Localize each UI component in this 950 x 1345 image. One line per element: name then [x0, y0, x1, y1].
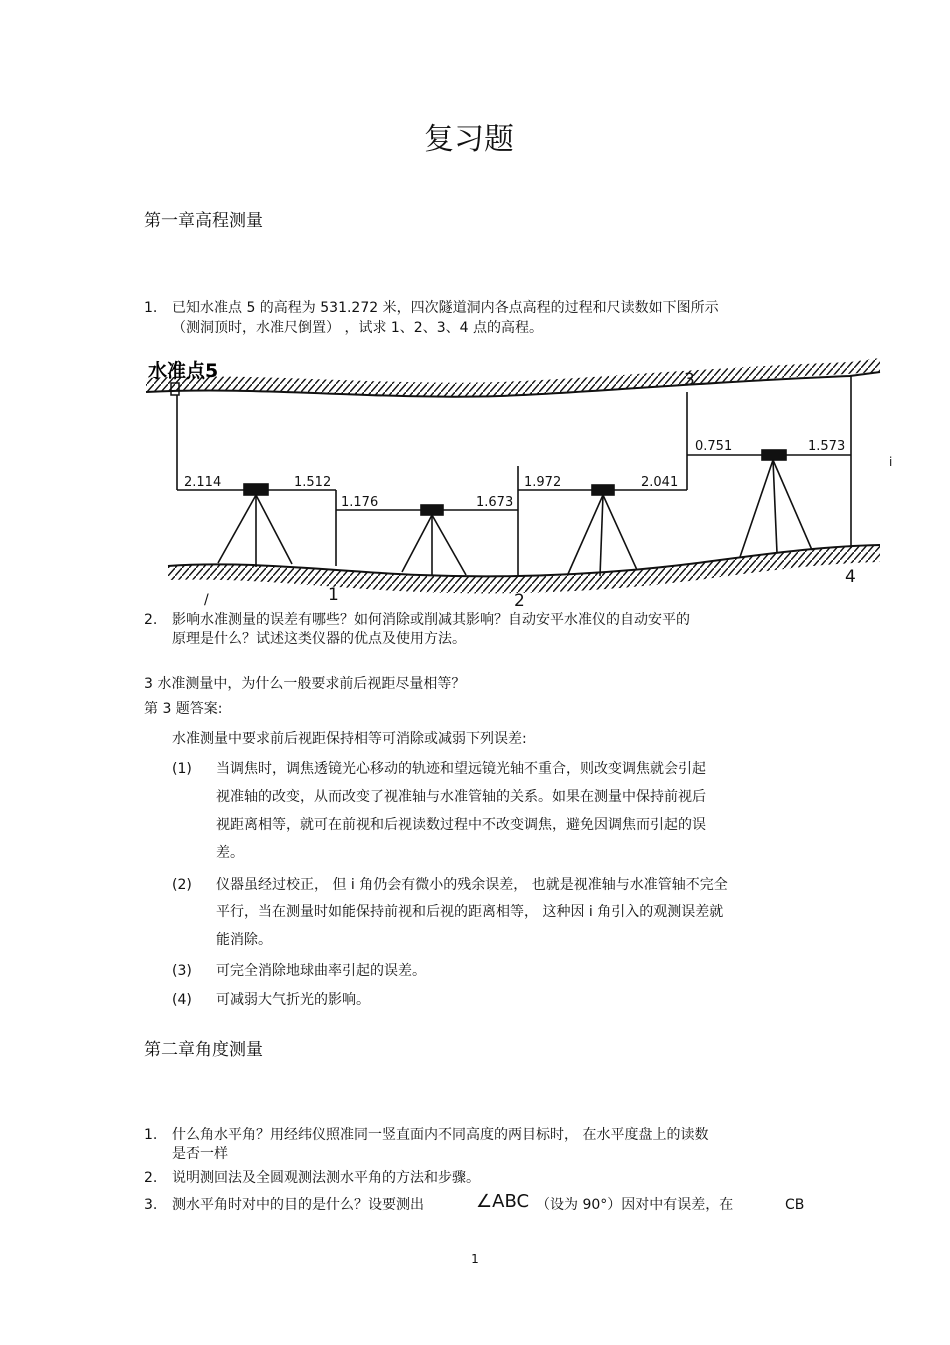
- answer-item-4-line: 可减弱大气折光的影响。: [216, 992, 370, 1008]
- reading-2114: 2.114: [184, 475, 222, 490]
- benchmark-label: 水准点5: [148, 360, 219, 382]
- answer-item-2-line: 平行，当在测量时如能保持前视和后视的距离相等， 这种因 i 角引入的观测误差就: [216, 904, 724, 920]
- page-title: 复习题: [424, 122, 514, 157]
- ch2-q3-angle: ∠ABC: [476, 1191, 530, 1212]
- answer-item-1-line: 视距离相等，就可在前视和后视读数过程中不改变调焦，避免因调焦而引起的误: [216, 817, 706, 833]
- ch2-q3-text-b: （设为 90°）因对中有误差，在: [536, 1197, 734, 1213]
- answer-item-1-line: 视准轴的改变，从而改变了视准轴与水准管轴的关系。如果在测量中保持前视后: [216, 789, 706, 805]
- reading-1573: 1.573: [808, 439, 846, 454]
- chapter2-heading: 第二章角度测量: [144, 1040, 263, 1060]
- q2-line2: 原理是什么？试述这类仪器的优点及使用方法。: [172, 631, 466, 647]
- answer-item-1-line: 当调焦时，调焦透镜光心移动的轨迹和望远镜光轴不重合，则改变调焦就会引起: [216, 761, 706, 777]
- stray-mark-i: i: [889, 455, 893, 469]
- reading-1176: 1.176: [341, 495, 379, 510]
- answer-item-3-line: 可完全消除地球曲率引起的误差。: [216, 963, 426, 979]
- ch2-q1-line1: 什么角水平角？用经纬仪照准同一竖直面内不同高度的两目标时， 在水平度盘上的读数: [172, 1127, 709, 1143]
- ch2-q3-tail: CB: [785, 1197, 805, 1213]
- answer-item-2-line: 能消除。: [216, 932, 272, 948]
- chapter1-heading: 第一章高程测量: [144, 211, 263, 231]
- reading-0751: 0.751: [695, 439, 733, 454]
- point-1-label: 1: [328, 585, 339, 605]
- ch2-q3-text-a: 测水平角时对中的目的是什么？设要测出: [172, 1197, 424, 1213]
- q1-number: 1.: [144, 300, 158, 316]
- ch2-q1-line2: 是否一样: [172, 1146, 228, 1162]
- answer-item-1-line: 差。: [216, 845, 244, 861]
- answer-item-2-number: (2): [172, 877, 192, 893]
- ch2-q2-line1: 说明测回法及全圆观测法测水平角的方法和步骤。: [172, 1170, 480, 1186]
- answer-item-1-number: (1): [172, 761, 192, 777]
- ceiling-hatch: [146, 358, 880, 397]
- q3-answer-title: 第 3 题答案:: [144, 701, 223, 717]
- page-number: 1: [471, 1252, 479, 1266]
- point-2-label: 2: [514, 591, 525, 610]
- ch2-q2-number: 2.: [144, 1170, 158, 1186]
- answer-item-4-number: (4): [172, 992, 192, 1008]
- stray-mark: /: [204, 592, 209, 608]
- q3-question: 3 水准测量中，为什么一般要求前后视距尽量相等？: [144, 676, 466, 692]
- q2-line1: 影响水准测量的误差有哪些？如何消除或削减其影响？自动安平水准仪的自动安平的: [172, 612, 690, 628]
- point-4-label: 4: [845, 567, 856, 587]
- ch2-q3-number: 3.: [144, 1197, 158, 1213]
- q1-line2: （测洞顶时，水准尺倒置） ，试求 1、2、3、4 点的高程。: [172, 320, 543, 336]
- ch2-q1-number: 1.: [144, 1127, 158, 1143]
- reading-1972: 1.972: [524, 475, 562, 490]
- leveling-diagram: [140, 345, 900, 610]
- reading-1512: 1.512: [294, 475, 332, 490]
- q1-line1: 已知水准点 5 的高程为 531.272 米，四次隧道洞内各点高程的过程和尺读数如下图所示: [172, 300, 719, 316]
- answer-item-2-line: 仪器虽经过校正， 但 i 角仍会有微小的残余误差， 也就是视准轴与水准管轴不完全: [216, 877, 728, 893]
- q2-number: 2.: [144, 612, 158, 628]
- answer-item-3-number: (3): [172, 963, 192, 979]
- reading-1673: 1.673: [476, 495, 514, 510]
- point-3-label: 3: [684, 370, 695, 390]
- q3-answer-intro: 水准测量中要求前后视距保持相等可消除或减弱下列误差:: [172, 731, 527, 747]
- reading-2041: 2.041: [641, 475, 679, 490]
